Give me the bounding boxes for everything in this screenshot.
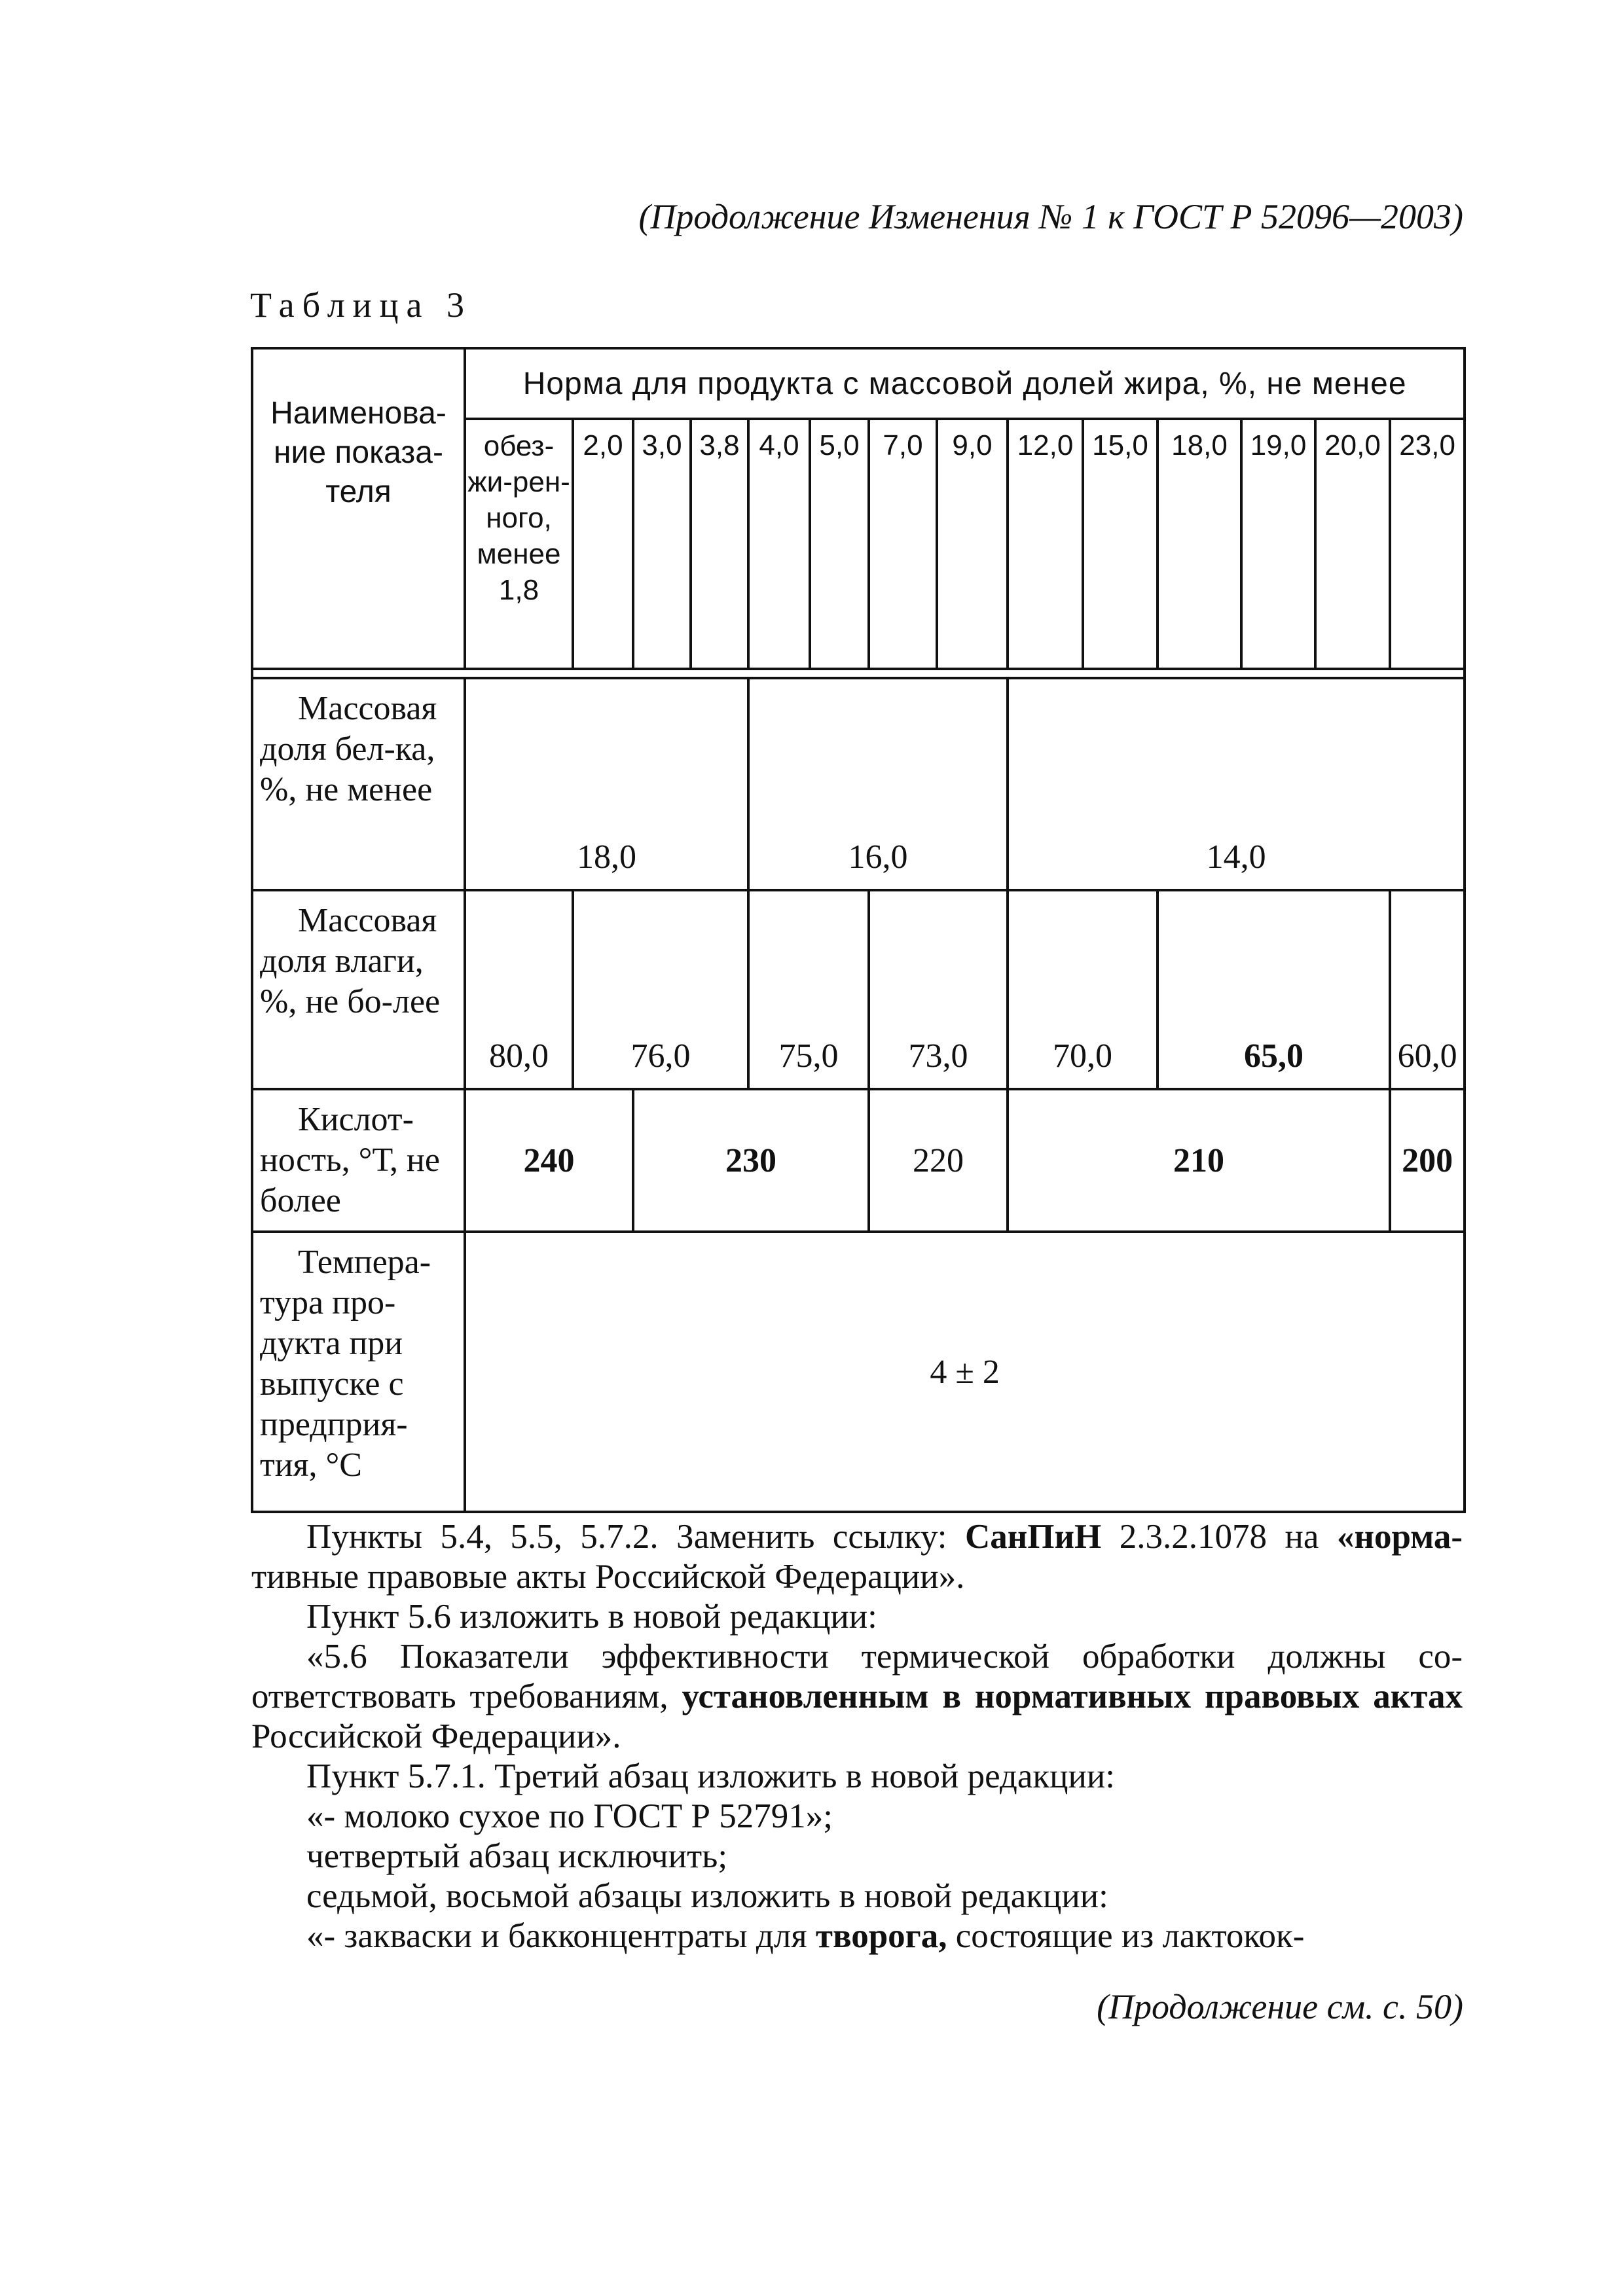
fat-column-header: 18,0 (1158, 419, 1241, 669)
paragraph: Пункт 5.6 изложить в новой редакции: (306, 1598, 877, 1636)
row-label-moisture (252, 890, 465, 1089)
table-cell: 73,0 (869, 890, 1008, 1089)
table-row-protein (252, 678, 1465, 890)
table-cell: 65,0 (1158, 890, 1390, 1089)
row-label-acidity (252, 1089, 465, 1232)
fat-column-header: 15,0 (1083, 419, 1158, 669)
fat-column-header: 23,0 (1390, 419, 1465, 669)
text-span-bold: «норма- (1336, 1518, 1463, 1556)
amendment-text (251, 1517, 1463, 1956)
table-cell: 4 ± 2 (465, 1232, 1465, 1512)
row-label-text: Массовая доля влаги, %, не бо-лее (260, 902, 441, 1020)
fat-column-header: 4,0 (748, 419, 810, 669)
text-span: Российской Федерации». (251, 1717, 621, 1755)
text-span: состоящие из лактокок- (955, 1917, 1305, 1955)
table-row-acidity (252, 1089, 1465, 1232)
text-span: тивные правовые акты Российской Федерации». (251, 1558, 965, 1596)
table-cell: 220 (869, 1089, 1008, 1232)
text-span: Пункты 5.4, 5.5, 5.7.2. Заменить ссылку: (306, 1518, 947, 1556)
table-cell: 230 (633, 1089, 869, 1232)
table-cell: 240 (465, 1089, 633, 1232)
header-separator (252, 669, 1465, 678)
table-cell: 70,0 (1008, 890, 1158, 1089)
row-label-text: Кислот-ность, °Т, не более (260, 1101, 440, 1219)
table-caption: Таблица 3 (250, 285, 472, 325)
table-row-temperature (252, 1232, 1465, 1512)
paragraph (251, 1637, 1463, 1757)
table-cell: 80,0 (465, 890, 573, 1089)
table-cell: 16,0 (748, 678, 1008, 890)
continuation-footer: (Продолжение см. с. 50) (1097, 1987, 1463, 2026)
name-column-header: Наименова-ние показа-теля (252, 348, 465, 669)
table-cell: 18,0 (465, 678, 748, 890)
row-label-temperature (252, 1232, 465, 1512)
fat-column-header: 19,0 (1241, 419, 1315, 669)
table-cell: 76,0 (573, 890, 748, 1089)
row-label-text: Массовая доля бел-ка, %, не менее (260, 690, 437, 808)
paragraph: «- молоко сухое по ГОСТ Р 52791»; (306, 1797, 833, 1835)
table-cell: 200 (1390, 1089, 1465, 1232)
continuation-header: (Продолжение Изменения № 1 к ГОСТ Р 52096—2003) (638, 197, 1463, 236)
table-header-row-1 (252, 348, 1465, 419)
paragraph (251, 1517, 1463, 1597)
paragraph: седьмой, восьмой абзацы изложить в новой редакции: (306, 1877, 1108, 1915)
text-span: «- закваски и бакконцентраты для (306, 1917, 807, 1955)
table-row-moisture (252, 890, 1465, 1089)
row-label-text: Темпера-тура про-дукта при выпуске с предприя-тия, °С (260, 1244, 431, 1484)
text-span-bold: СанПиН (964, 1518, 1102, 1556)
fat-column-header: 7,0 (869, 419, 937, 669)
fat-column-header: обез-жи-рен-ного, менее 1,8 (465, 419, 573, 669)
fat-column-header: 5,0 (810, 419, 869, 669)
fat-column-header: 9,0 (937, 419, 1008, 669)
row-label-protein (252, 678, 465, 890)
text-span-bold: творога, (815, 1917, 947, 1955)
text-span: 2.3.2.1078 на (1119, 1518, 1319, 1556)
fat-column-header: 12,0 (1008, 419, 1083, 669)
paragraph: Пункт 5.7.1. Третий абзац изложить в новой редакции: (306, 1757, 1115, 1795)
table-cell: 60,0 (1390, 890, 1465, 1089)
table-cell: 210 (1008, 1089, 1390, 1232)
text-span: «5.6 Показатели эффективности термической обработки должны со-ответствовать требованиям, (251, 1638, 1463, 1715)
text-span-bold: установленным в нормативных правовых актах (682, 1677, 1463, 1715)
fat-column-header: 2,0 (573, 419, 633, 669)
fat-column-header: 3,0 (633, 419, 691, 669)
paragraph (251, 1916, 1463, 1956)
norms-table (251, 347, 1466, 1513)
fat-column-header: 3,8 (691, 419, 748, 669)
table-cell: 14,0 (1008, 678, 1465, 890)
table-cell: 75,0 (748, 890, 869, 1089)
fat-column-header: 20,0 (1315, 419, 1390, 669)
paragraph: четвертый абзац исключить; (306, 1837, 728, 1875)
norm-group-header: Норма для продукта с массовой долей жира, %, не менее (465, 348, 1465, 419)
